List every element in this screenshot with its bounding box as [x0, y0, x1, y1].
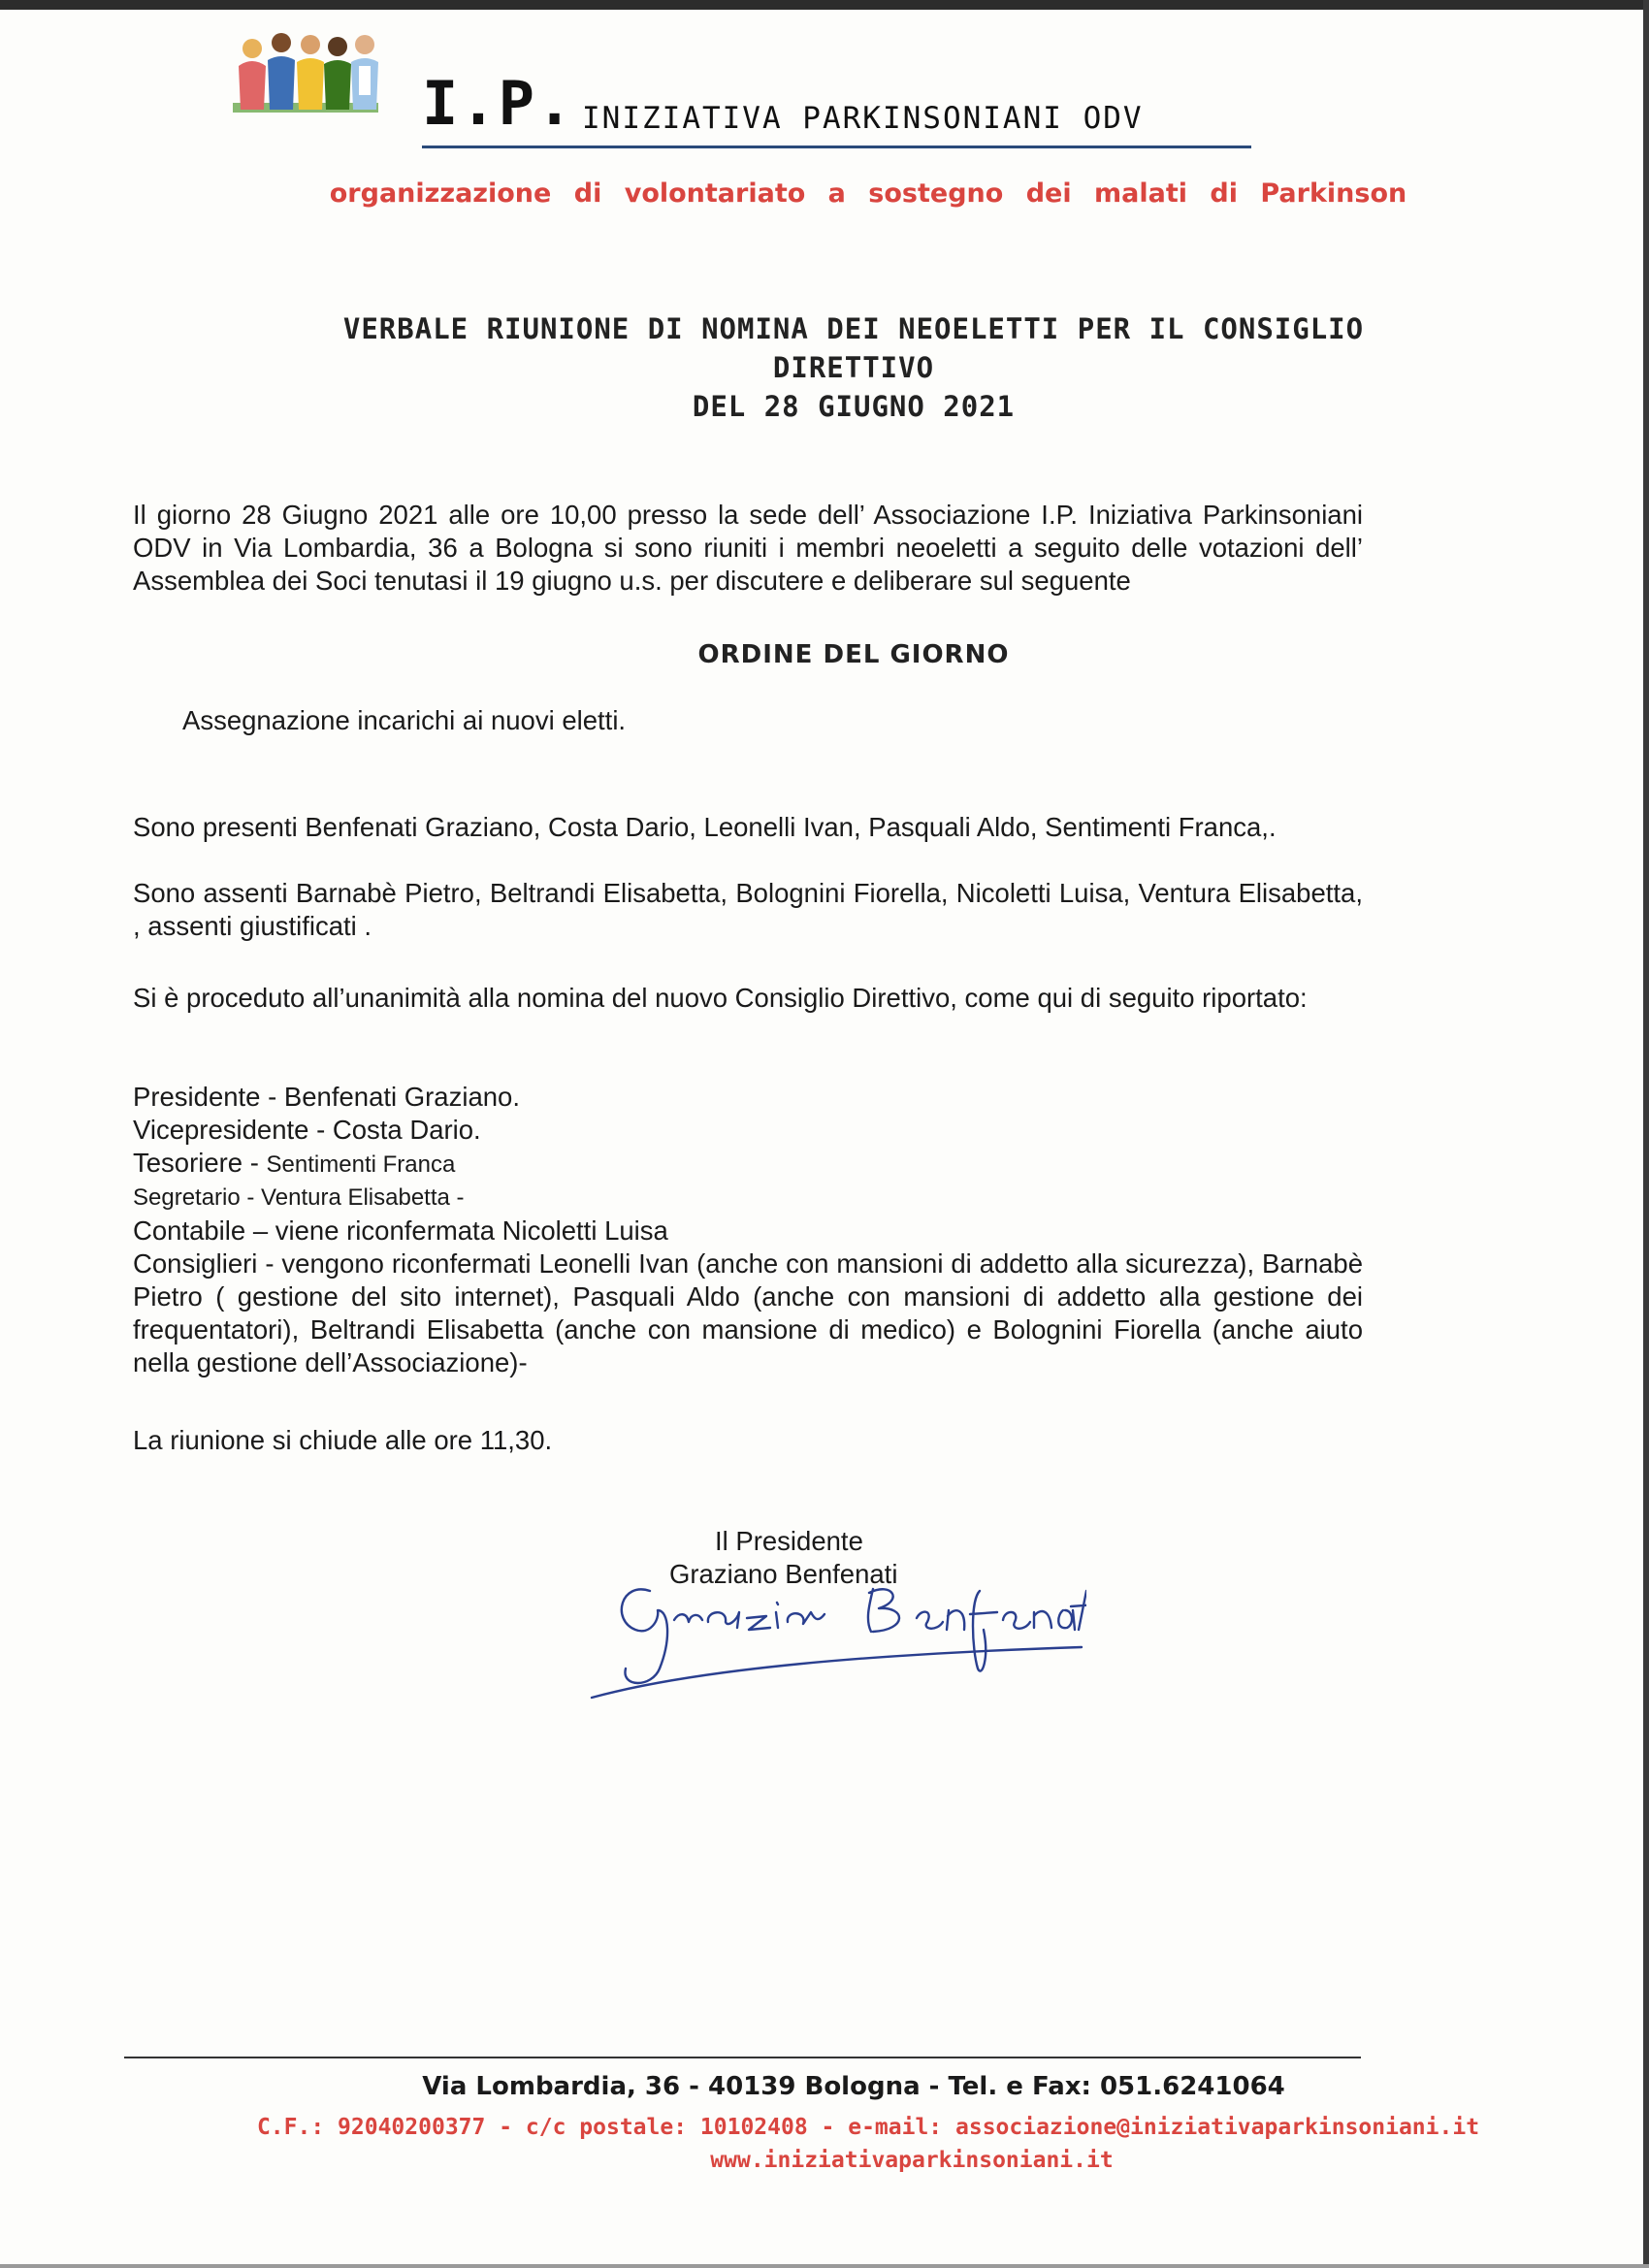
- agenda-heading: ORDINE DEL GIORNO: [697, 640, 1010, 669]
- signature-role: Il Presidente: [715, 1526, 863, 1556]
- role-accountant: Contabile – viene riconfermata Nicoletti Luisa: [133, 1215, 668, 1246]
- handwritten-signature: [582, 1552, 1086, 1717]
- closing-statement: La riunione si chiude alle ore 11,30.: [133, 1425, 553, 1455]
- document-title-date: DEL 28 GIUGNO 2021: [692, 390, 1016, 423]
- role-treasurer: [133, 1147, 1363, 1182]
- role-president: Presidente - Benfenati Graziano.: [133, 1082, 520, 1112]
- footer-rule: [124, 2057, 1361, 2058]
- footer-website-link[interactable]: www.iniziativaparkinsoniani.it: [710, 2148, 1114, 2173]
- role-treasurer-name: Sentimenti Franca: [266, 1151, 456, 1178]
- absent-members: Sono assenti Barnabè Pietro, Beltrandi Elisabetta, Bolognini Fiorella, Nicoletti Luisa, Ventura Elisabetta, , assenti giustificati .: [133, 878, 1363, 941]
- role-vicepresident: Vicepresidente - Costa Dario.: [133, 1115, 481, 1145]
- role-councillors: Consiglieri - vengono riconfermati Leonelli Ivan (anche con mansioni di addetto alla sicurezza), Barnabè Pietro ( gestione del sito internet), Pasquali Aldo (anche con mansioni di addetto alla gestione dei frequentatori), Beltrandi Elisabetta (anche con mansione di medico) e Bolognini Fiorella (anche aiuto nella gestione dell’Associazione)-: [133, 1248, 1363, 1377]
- role-secretary: Segretario - Ventura Elisabetta -: [133, 1184, 465, 1211]
- footer-address: Via Lombardia, 36 - 40139 Bologna - Tel. e Fax: 051.6241064: [422, 2072, 1285, 2101]
- scan-edge-top: [0, 0, 1649, 10]
- document-title-line-2: DIRETTIVO: [772, 351, 935, 384]
- org-name: INIZIATIVA PARKINSONIANI ODV: [582, 101, 1144, 136]
- footer-fiscal-info: C.F.: 92040200377 - c/c postale: 10102408 - e-mail: associazione@iniziativaparkinsoniani.it: [256, 2115, 1480, 2140]
- proceeding-paragraph: Si è proceduto all’unanimità alla nomina del nuovo Consiglio Direttivo, come qui di seguito riportato:: [133, 983, 1308, 1013]
- people-group-logo: [231, 27, 386, 124]
- header-rule: [422, 146, 1251, 148]
- agenda-item: Assegnazione incarichi ai nuovi eletti.: [182, 705, 627, 735]
- document-title-line-1: VERBALE RIUNIONE DI NOMINA DEI NEOELETTI PER IL CONSIGLIO: [342, 312, 1365, 345]
- intro-paragraph: Il giorno 28 Giugno 2021 alle ore 10,00 presso la sede dell’ Associazione I.P. Iniziativa Parkinsoniani ODV in Via Lombardia, 36 a Bologna si sono riuniti i membri neoeletti a seguito delle votazioni dell’ Assemblea dei Soci tenutasi il 19 giugno u.s. per discutere e deliberare sul seguente: [133, 500, 1363, 596]
- role-treasurer-label: Tesoriere -: [133, 1148, 267, 1178]
- signature-name: Graziano Benfenati: [669, 1559, 898, 1589]
- present-members: Sono presenti Benfenati Graziano, Costa Dario, Leonelli Ivan, Pasquali Aldo, Sentimenti Franca,.: [133, 812, 1277, 842]
- scan-edge-bottom: [0, 2264, 1649, 2268]
- org-abbreviation: I.P.: [422, 68, 575, 139]
- org-tagline: organizzazione di volontariato a sostegno dei malati di Parkinson: [329, 178, 1407, 209]
